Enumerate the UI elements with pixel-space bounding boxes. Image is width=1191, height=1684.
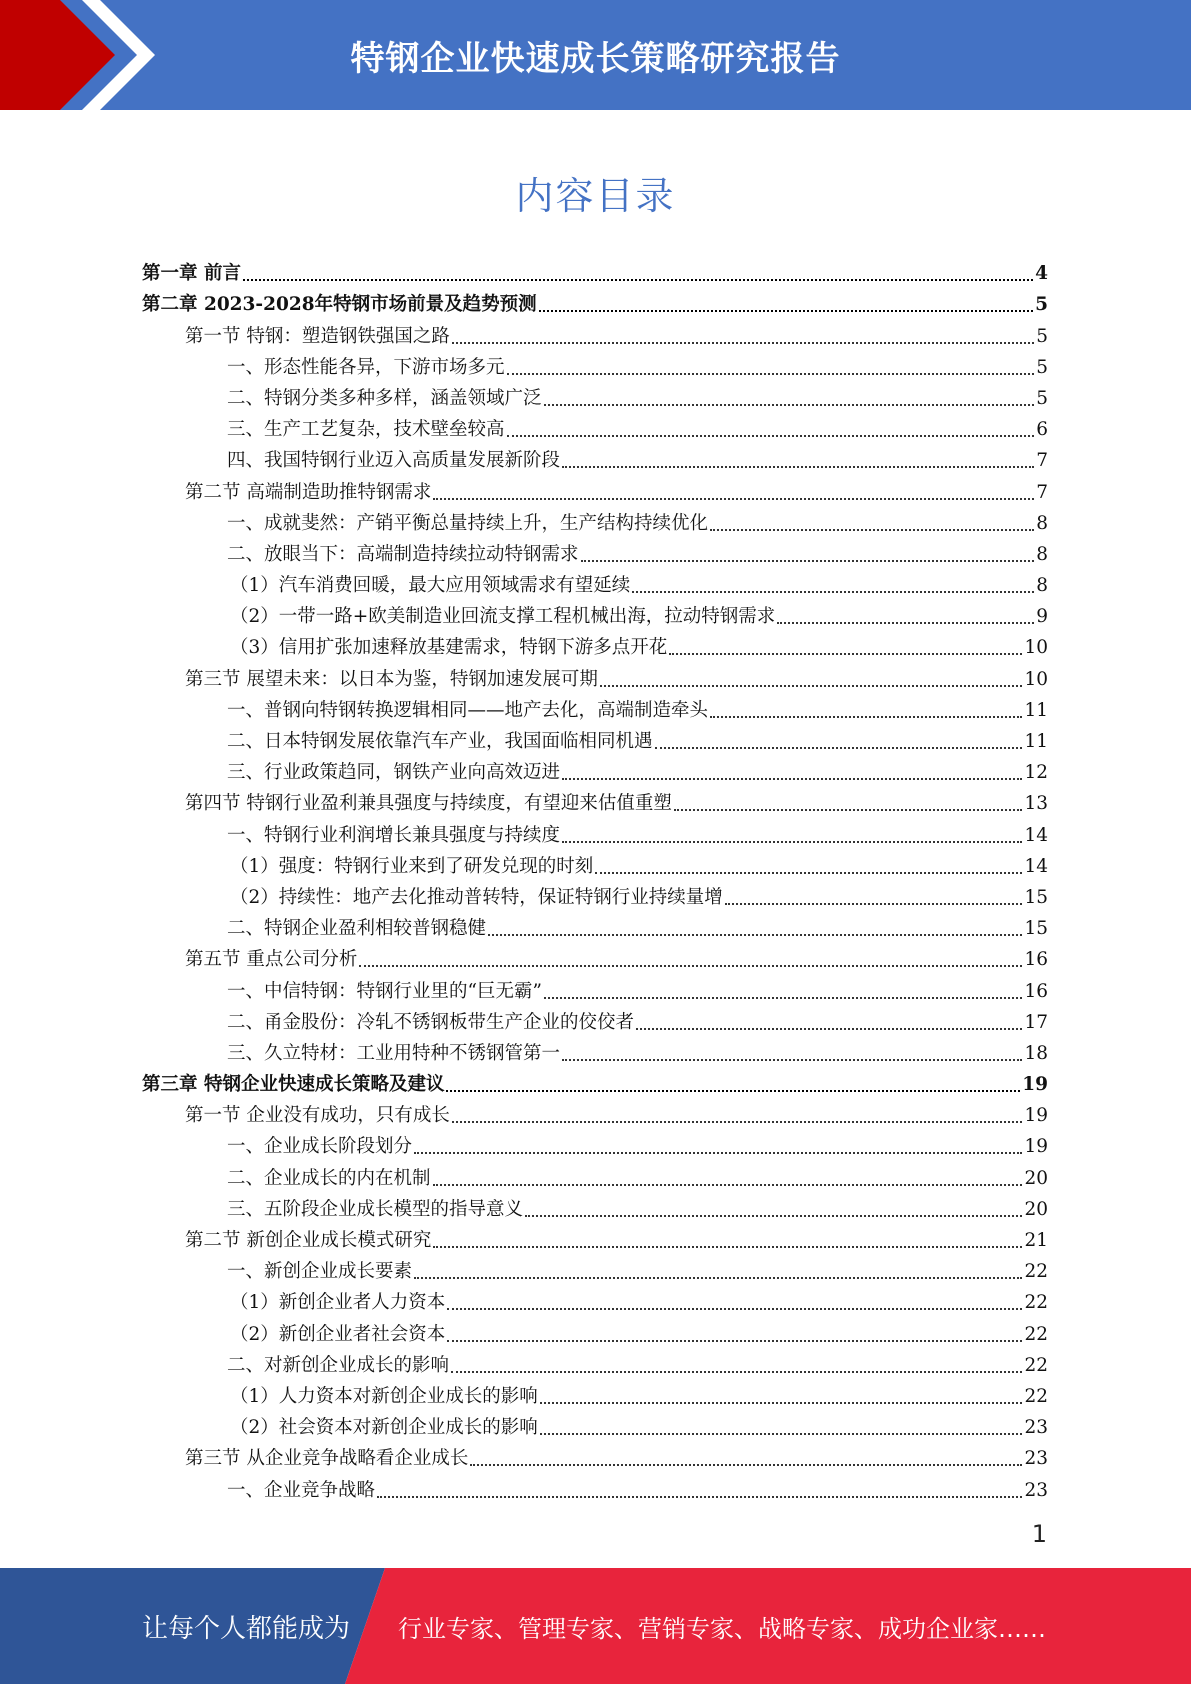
toc-entry-title: （1）汽车消费回暖，最大应用领域需求有望延续	[230, 575, 631, 597]
toc-title: 内容目录	[515, 174, 676, 218]
toc-entry-title: 四、我国特钢行业迈入高质量发展新阶段	[227, 450, 561, 472]
dot-leader	[710, 715, 1022, 718]
dot-leader	[562, 1058, 1022, 1061]
toc-entry[interactable]	[142, 847, 1048, 878]
dot-leader	[507, 372, 1035, 375]
toc-entry[interactable]	[142, 1096, 1048, 1127]
toc-entry-title: 三、生产工艺复杂，技术壁垒较高	[227, 419, 505, 441]
report-title: 特钢企业快速成长策略研究报告	[350, 38, 841, 79]
toc-entry[interactable]	[142, 691, 1048, 722]
toc-entry[interactable]	[142, 441, 1048, 472]
dot-leader	[539, 309, 1034, 312]
toc-entry[interactable]	[142, 379, 1048, 410]
toc-entry-title: （2）新创企业者社会资本	[230, 1323, 446, 1345]
toc-entry-page: 12	[1024, 762, 1048, 784]
toc-entry[interactable]	[142, 722, 1048, 753]
toc-entry-page: 5	[1036, 387, 1048, 409]
toc-entry-page: 23	[1024, 1417, 1048, 1439]
toc-entry-title: 第三章 特钢企业快速成长策略及建议	[142, 1074, 445, 1096]
toc-entry-page: 10	[1024, 668, 1048, 690]
toc-entry-title: 一、中信特钢：特钢行业里的“巨无霸”	[227, 980, 542, 1002]
dot-leader	[433, 1245, 1022, 1248]
dot-leader	[777, 621, 1034, 624]
dot-leader	[600, 684, 1023, 687]
toc-entry-title: 二、甬金股份：冷轧不锈钢板带生产企业的佼佼者	[227, 1011, 635, 1033]
dot-leader	[540, 1401, 1023, 1404]
toc-entry-title: （3）信用扩张加速释放基建需求，特钢下游多点开花	[230, 637, 668, 659]
toc-entry[interactable]	[142, 753, 1048, 784]
dot-leader	[525, 1214, 1022, 1217]
toc-entry[interactable]	[142, 410, 1048, 441]
dot-leader	[359, 964, 1022, 967]
toc-entry-title: 第四节 特钢行业盈利兼具强度与持续度，有望迎来估值重塑	[185, 793, 672, 815]
toc-entry-title: 三、五阶段企业成长模型的指导意义	[227, 1198, 524, 1220]
toc-entry-page: 8	[1036, 543, 1048, 565]
toc-entry-page: 19	[1024, 1105, 1048, 1127]
toc-entry-title: 一、企业竞争战略	[227, 1479, 376, 1501]
toc-entry[interactable]	[142, 285, 1048, 316]
toc-entry[interactable]	[142, 472, 1048, 503]
dot-leader	[562, 840, 1022, 843]
dot-leader	[636, 1027, 1022, 1030]
toc-entry-title: 一、企业成长阶段划分	[227, 1136, 413, 1158]
dot-leader	[414, 1151, 1022, 1154]
toc-entry-title: 一、形态性能各异，下游市场多元	[227, 356, 505, 378]
toc-entry-title: 三、行业政策趋同，钢铁产业向高效迈进	[227, 762, 561, 784]
toc-entry-page: 7	[1036, 450, 1048, 472]
dot-leader	[433, 1183, 1023, 1186]
toc-entry-title: 一、特钢行业利润增长兼具强度与持续度	[227, 824, 561, 846]
toc-entry[interactable]	[142, 597, 1048, 628]
dot-leader	[562, 465, 1034, 468]
dot-leader	[562, 777, 1022, 780]
page-number: 1	[1031, 1520, 1047, 1548]
toc-entry-title: 一、新创企业成长要素	[227, 1261, 413, 1283]
toc-entry-page: 22	[1024, 1354, 1048, 1376]
dot-leader	[544, 403, 1035, 406]
toc-entry-title: 二、特钢企业盈利相较普钢稳健	[227, 918, 487, 940]
toc-entry-title: 第一节 特钢：塑造钢铁强国之路	[185, 325, 450, 347]
toc-entry-page: 22	[1024, 1323, 1048, 1345]
dot-leader	[447, 1307, 1022, 1310]
toc-entry-page: 16	[1024, 980, 1048, 1002]
toc-entry[interactable]	[142, 1377, 1048, 1408]
toc-entry[interactable]	[142, 878, 1048, 909]
toc-entry-page: 13	[1024, 793, 1048, 815]
toc-entry[interactable]	[142, 1003, 1048, 1034]
toc-entry-title: 二、企业成长的内在机制	[227, 1167, 431, 1189]
toc-entry[interactable]	[142, 940, 1048, 971]
toc-entry-title: 第五节 重点公司分析	[185, 949, 358, 971]
dot-leader	[725, 902, 1023, 905]
toc-entry-page: 5	[1035, 294, 1048, 316]
toc-entry-page: 9	[1036, 606, 1048, 628]
toc-entry-title: 第三节 展望未来：以日本为鉴，特钢加速发展可期	[185, 668, 598, 690]
toc-entry[interactable]	[142, 784, 1048, 815]
toc-entry[interactable]	[142, 971, 1048, 1002]
toc-entry[interactable]	[142, 1127, 1048, 1158]
toc-entry-page: 18	[1024, 1042, 1048, 1064]
toc-entry[interactable]	[142, 1252, 1048, 1283]
toc-entry-page: 15	[1024, 886, 1048, 908]
toc-entry-page: 14	[1024, 824, 1048, 846]
toc-entry-title: 第二节 新创企业成长模式研究	[185, 1230, 432, 1251]
dot-leader	[488, 933, 1022, 936]
toc-entry-page: 20	[1024, 1167, 1048, 1189]
toc-entry-page: 4	[1035, 263, 1048, 285]
toc-entry-title: 一、普钢向特钢转换逻辑相同——地产去化，高端制造牵头	[227, 699, 709, 721]
toc-entry-title: （1）人力资本对新创企业成长的影响	[230, 1385, 538, 1407]
footer-banner	[0, 1568, 1191, 1684]
toc-entry-page: 22	[1024, 1261, 1048, 1283]
toc-entry-title: 一、成就斐然：产销平衡总量持续上升，生产结构持续优化	[227, 512, 709, 534]
dot-leader	[433, 497, 1034, 500]
toc-entry[interactable]	[142, 316, 1048, 347]
toc-entry-title: （2）持续性：地产去化推动普转特，保证特钢行业持续量增	[230, 886, 723, 908]
dot-leader	[710, 528, 1034, 531]
dot-leader	[377, 1495, 1022, 1498]
toc-entry-title: 二、特钢分类多种多样，涵盖领域广泛	[227, 387, 542, 409]
toc-entry-page: 10	[1024, 637, 1048, 659]
toc-entry[interactable]	[142, 1158, 1048, 1189]
toc-entry-page: 19	[1024, 1136, 1048, 1158]
dot-leader	[655, 746, 1023, 749]
toc-entry-page: 14	[1024, 855, 1048, 877]
dot-leader	[470, 1463, 1022, 1466]
toc-entry-page: 6	[1036, 419, 1048, 441]
dot-leader	[446, 1089, 1020, 1092]
dot-leader	[414, 1276, 1022, 1279]
toc-entry[interactable]	[142, 1190, 1048, 1221]
dot-leader	[243, 278, 1033, 281]
toc-entry-title: 二、对新创企业成长的影响	[227, 1354, 450, 1376]
toc-entry-title: 第一节 企业没有成功，只有成长	[185, 1105, 450, 1127]
toc-entry-title: 二、放眼当下：高端制造持续拉动特钢需求	[227, 543, 579, 565]
toc-entry-page: 7	[1036, 481, 1048, 503]
dot-leader	[544, 996, 1023, 999]
toc-entry-page: 23	[1024, 1448, 1048, 1470]
toc-entry-page: 16	[1024, 949, 1048, 971]
toc-entry-title: 第一章 前言	[142, 263, 241, 285]
toc-entry-page: 17	[1024, 1011, 1048, 1033]
dot-leader	[540, 1432, 1023, 1435]
dot-leader	[507, 434, 1035, 437]
dot-leader	[595, 871, 1022, 874]
toc-entry-title: （2）一带一路+欧美制造业回流支撑工程机械出海，拉动特钢需求	[230, 606, 776, 628]
toc-entry-page: 23	[1024, 1479, 1048, 1501]
dot-leader	[581, 559, 1035, 562]
toc-entry[interactable]	[142, 628, 1048, 659]
toc-entry[interactable]	[142, 504, 1048, 535]
toc-entry[interactable]	[142, 1439, 1048, 1470]
dot-leader	[632, 590, 1034, 593]
table-of-contents	[142, 254, 1048, 1502]
dot-leader	[447, 1339, 1022, 1342]
toc-entry-page: 8	[1036, 512, 1048, 534]
dot-leader	[452, 341, 1034, 344]
toc-entry-page: 11	[1024, 731, 1048, 752]
toc-entry-page: 19	[1022, 1074, 1048, 1096]
toc-entry-page: 22	[1024, 1385, 1048, 1407]
toc-entry-page: 8	[1036, 575, 1048, 597]
toc-entry-title: 二、日本特钢发展依靠汽车产业，我国面临相同机遇	[227, 731, 653, 752]
toc-entry[interactable]	[142, 1346, 1048, 1377]
toc-entry[interactable]	[142, 1221, 1048, 1252]
toc-entry[interactable]	[142, 1065, 1048, 1096]
toc-entry-page: 15	[1024, 918, 1048, 940]
toc-entry[interactable]	[142, 1408, 1048, 1439]
dot-leader	[452, 1120, 1023, 1123]
toc-entry-title: 第二章 2023-2028年特钢市场前景及趋势预测	[142, 294, 537, 316]
toc-entry-title: 三、久立特材：工业用特种不锈钢管第一	[227, 1042, 561, 1064]
toc-entry[interactable]	[142, 815, 1048, 846]
toc-entry-title: （1）强度：特钢行业来到了研发兑现的时刻	[230, 855, 594, 877]
toc-entry[interactable]	[142, 535, 1048, 566]
footer-slogan-left: 让每个人都能成为	[142, 1613, 351, 1644]
toc-entry[interactable]	[142, 1283, 1048, 1314]
toc-entry-page: 5	[1036, 356, 1048, 378]
toc-entry-title: 第三节 从企业竞争战略看企业成长	[185, 1448, 469, 1470]
toc-entry-page: 11	[1024, 699, 1048, 721]
toc-entry-title: （2）社会资本对新创企业成长的影响	[230, 1417, 538, 1439]
dot-leader	[674, 808, 1023, 811]
toc-entry-title: （1）新创企业者人力资本	[230, 1292, 446, 1314]
dot-leader	[451, 1370, 1022, 1373]
toc-entry[interactable]	[142, 659, 1048, 690]
toc-entry-page: 21	[1024, 1230, 1048, 1251]
toc-entry-page: 20	[1024, 1198, 1048, 1220]
toc-entry[interactable]	[142, 1314, 1048, 1345]
toc-entry[interactable]	[142, 1470, 1048, 1501]
toc-entry[interactable]	[142, 254, 1048, 285]
toc-entry[interactable]	[142, 348, 1048, 379]
toc-entry[interactable]	[142, 909, 1048, 940]
toc-entry-title: 第二节 高端制造助推特钢需求	[185, 481, 432, 503]
toc-entry[interactable]	[142, 1034, 1048, 1065]
toc-entry-page: 5	[1036, 325, 1048, 347]
dot-leader	[669, 652, 1022, 655]
footer-slogan-right: 行业专家、管理专家、营销专家、战略专家、成功企业家……	[398, 1614, 1046, 1643]
toc-entry-page: 22	[1024, 1292, 1048, 1314]
toc-entry[interactable]	[142, 566, 1048, 597]
header-banner	[0, 0, 1191, 110]
